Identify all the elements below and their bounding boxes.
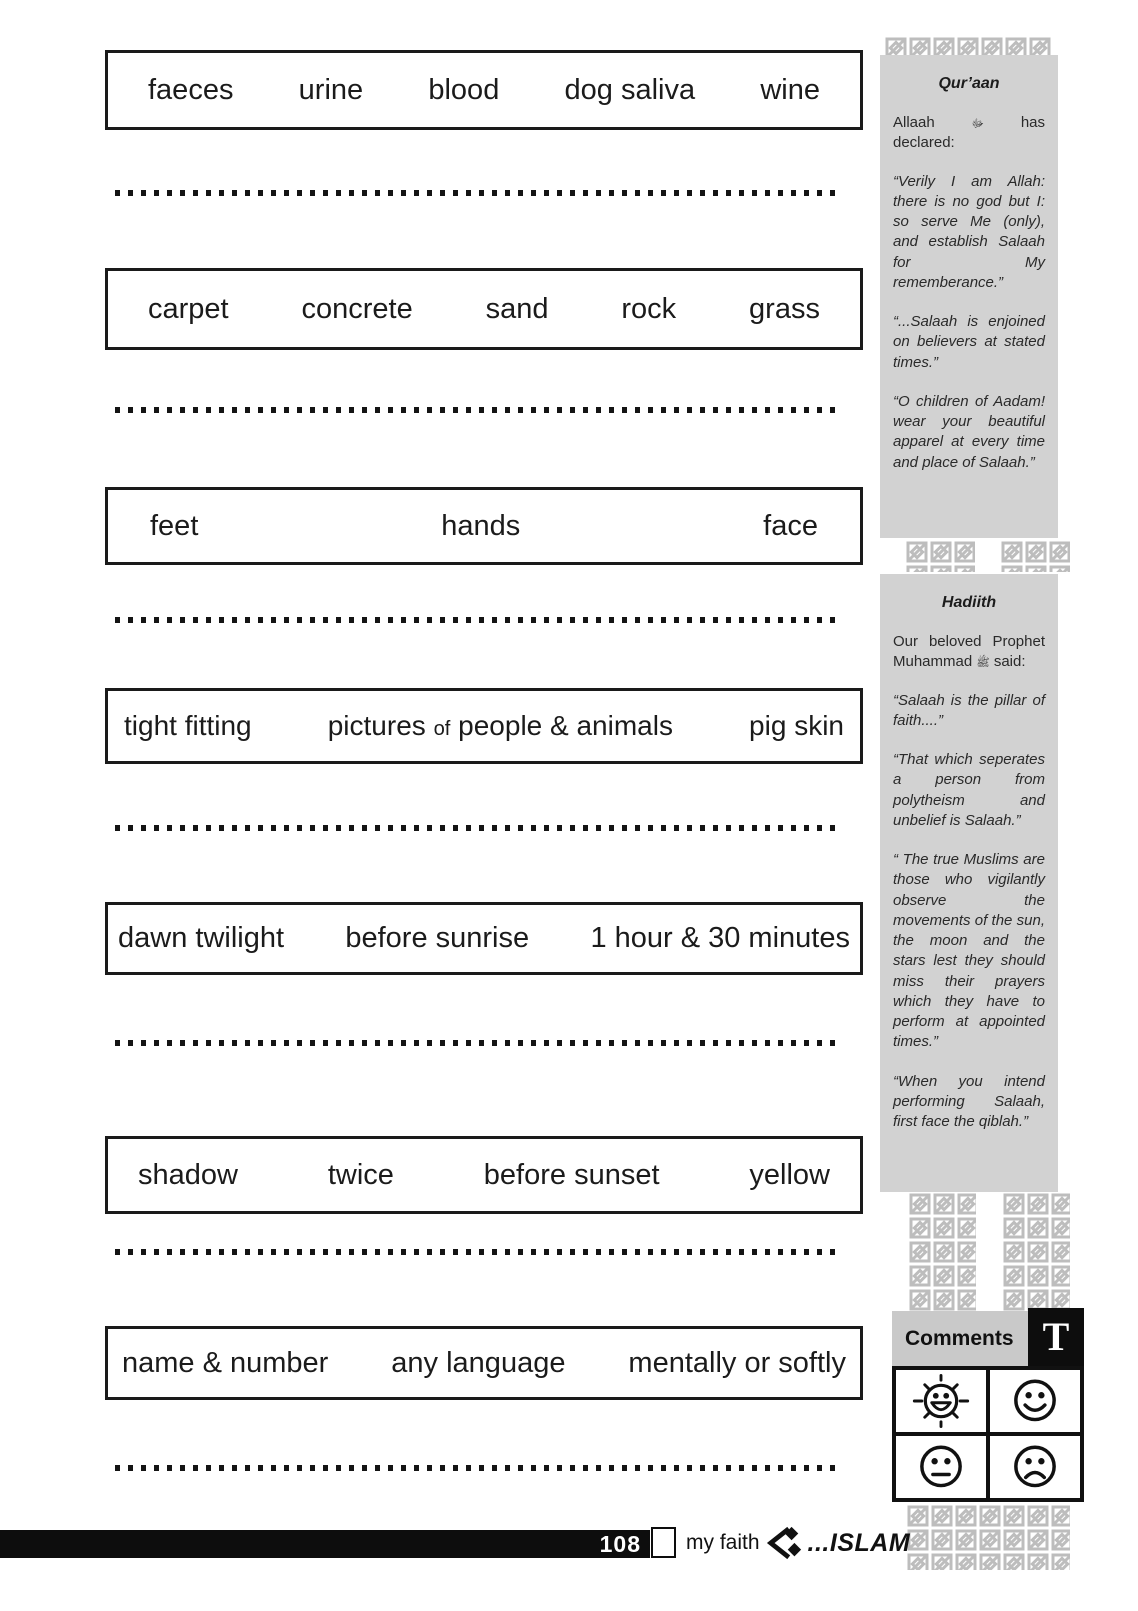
answer-dotted-line [115,617,837,623]
allah-honorific-icon: ﷻ [971,118,984,130]
knot-divider-icon [1000,540,1070,572]
quote: “ The true Muslims are those who vigilantly observe the movements of the sun, the moon and the stars lest they should miss their prayers which they have to perform at appointed times.” [893,851,1045,1051]
comments-header [892,1311,1028,1366]
word-option: yellow [749,1158,830,1191]
word-option: feet [150,509,199,542]
word-bank-times [105,902,863,975]
word-option: dawn twilight [118,922,285,954]
answer-dotted-line [115,825,837,831]
word-option: urine [298,73,364,106]
smiley-face-icon [1004,1372,1066,1430]
word-option: pictures of people & animals [327,710,673,741]
prophet-honorific-icon: ﷺ [976,657,990,670]
quote: “When you intend performing Salaah, first face the qiblah.” [893,1072,1045,1130]
teacher-tick-box [1028,1308,1084,1366]
quran-intro [893,113,1045,154]
hadith-panel [880,574,1058,1192]
footer-bar [0,1530,650,1558]
face-cell [896,1436,986,1498]
knot-column-icon [908,1192,976,1311]
word-option: faeces [148,73,234,106]
quran-panel-title: Qur’aan [938,75,1000,92]
word-bank-surfaces [105,268,863,350]
word-bank-sun [105,1136,863,1214]
answer-dotted-line [115,1040,837,1046]
hadith-intro [893,632,1045,673]
knot-column-icon [1002,1192,1070,1311]
word-bank-body-parts [105,487,863,565]
face-cell [896,1370,986,1432]
brand-diamond-logo-icon [765,1525,803,1561]
word-option: tight fitting [124,710,252,741]
word-option: before sunset [483,1158,660,1191]
intro-text: has declared: [893,114,1045,152]
word-option: wine [760,73,820,106]
word-option: pig skin [749,710,844,741]
word-option: hands [441,509,521,542]
brand-suffix: ...ISLAM [807,1528,911,1557]
page-number: 108 [599,1530,641,1557]
quote: “Salaah is the pillar of faith....” [893,691,1045,729]
word-bank-clothing [105,688,863,764]
word-option: face [763,509,818,542]
word-option: blood [428,73,500,106]
word-option: rock [621,292,677,325]
answer-dotted-line [115,407,837,413]
comments-label: Comments [905,1326,1014,1350]
word-option: before sunrise [345,922,530,954]
word-bank-impurities [105,50,863,130]
word-option: shadow [138,1158,238,1191]
word-option: concrete [301,292,413,325]
hadith-quotes [893,691,1045,1133]
word-option: sand [485,292,549,325]
footer-brand [686,1526,910,1560]
word-option: twice [327,1158,394,1191]
intro-text: Allaah [893,114,935,131]
knot-block-icon [906,1504,1070,1570]
face-cell [990,1436,1080,1498]
quote: “Verily I am Allah: there is no god but I: so serve Me (only), and establish Salaah for My rememberance.” [893,172,1045,291]
quote: “That which seperates a person from polytheism and unbelief is Salaah.” [893,751,1045,829]
face-cell [990,1370,1080,1432]
word-option: any language [391,1346,566,1379]
brand-prefix: my faith [686,1531,760,1554]
answer-dotted-line [115,1465,837,1471]
word-option: grass [749,292,820,325]
intro-text: Our beloved Prophet Muhammad [893,633,1045,671]
neutral-face-icon [910,1438,972,1496]
word-option: 1 hour & 30 minutes [590,922,850,954]
comments-face-grid [892,1366,1084,1502]
quran-panel [880,55,1058,538]
hadith-panel-title: Hadiith [941,594,997,611]
knot-divider-icon [905,540,975,572]
sad-face-icon [1004,1438,1066,1496]
sun-smiley-face-icon [910,1372,972,1430]
word-option: mentally or softly [628,1346,846,1379]
word-option: dog saliva [564,73,696,106]
quran-quotes [893,172,1045,473]
footer-page-box [651,1527,676,1558]
word-option: name & number [122,1346,329,1379]
word-option: carpet [148,292,229,325]
word-bank-recitation [105,1326,863,1400]
answer-dotted-line [115,190,837,196]
answer-dotted-line [115,1249,837,1255]
quote: “...Salaah is enjoined on believers at stated times.” [893,313,1045,371]
teacher-tick-letter: T [1042,1314,1070,1359]
quote: “O children of Aadam! wear your beautiful apparel at every time and place of Salaah.” [893,392,1045,471]
intro-text: said: [993,653,1026,671]
